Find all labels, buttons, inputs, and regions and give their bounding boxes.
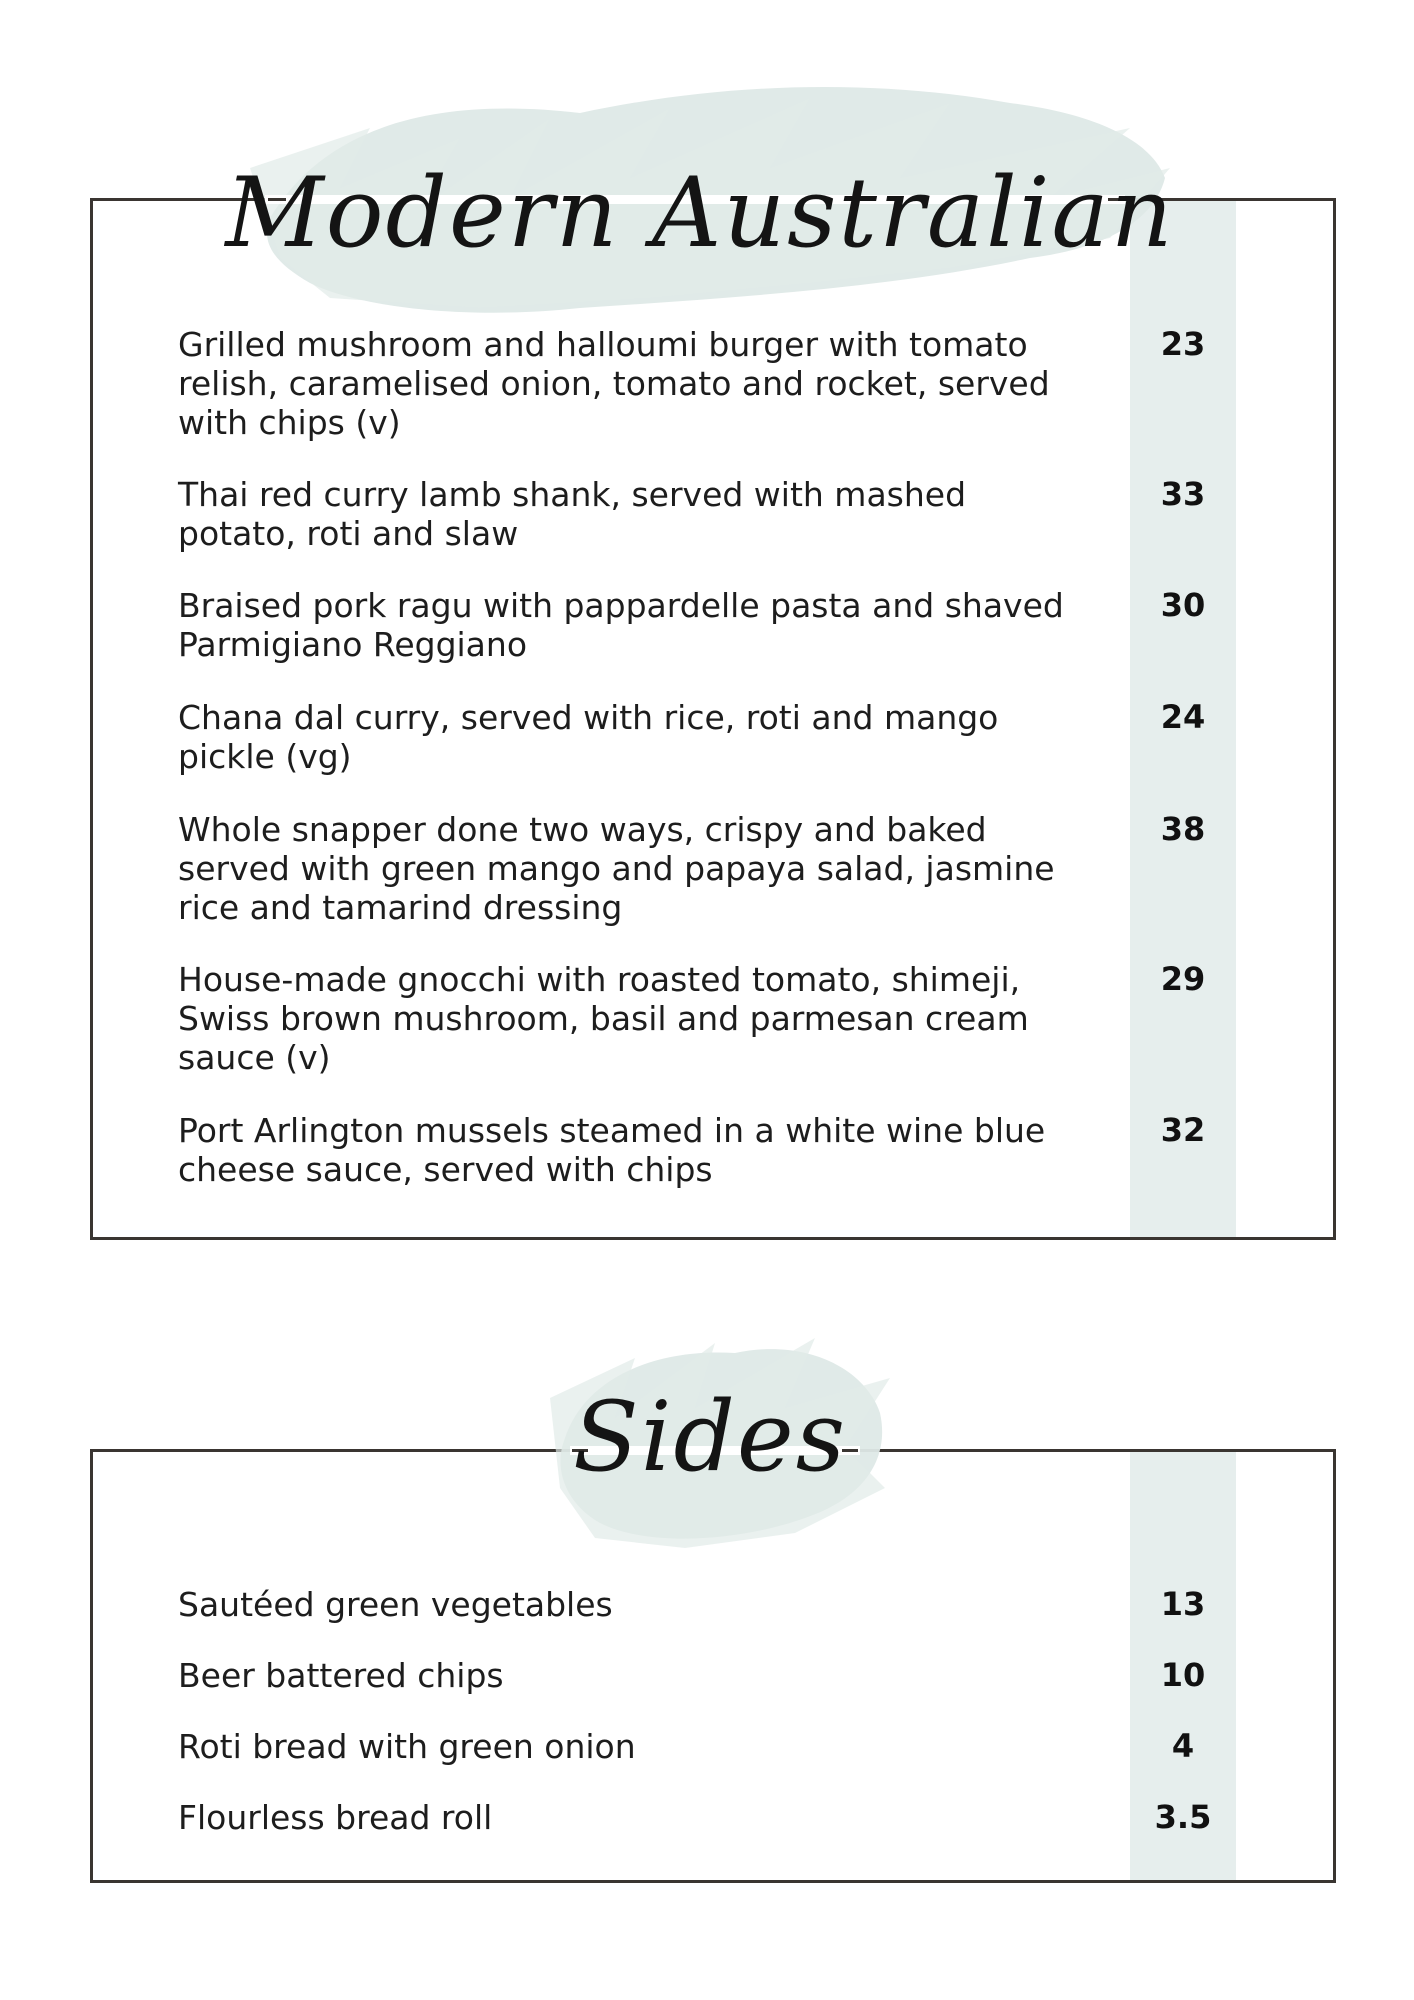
menu-item-price: 23 <box>1160 325 1206 363</box>
menu-item-price: 24 <box>1160 698 1206 736</box>
menu-item-price: 38 <box>1160 810 1206 848</box>
menu-item-name: Roti bread with green onion <box>178 1727 636 1766</box>
menu-item-name: Thai red curry lamb shank, served with mashed potato, roti and slaw <box>178 475 967 553</box>
menu-item-price: 4 <box>1171 1727 1195 1765</box>
sides-title-area <box>540 1318 880 1548</box>
menu-item-name: Braised pork ragu with pappardelle pasta and shaved Parmigiano Reggiano <box>178 586 1064 664</box>
menu-item-price: 13 <box>1160 1585 1206 1623</box>
menu-item-name: House-made gnocchi with roasted tomato, shimeji, Swiss brown mushroom, basil and parmesan cream sauce (v) <box>178 960 1029 1077</box>
menu-item-name: Sautéed green vegetables <box>178 1585 613 1624</box>
menu-item-price: 29 <box>1160 960 1206 998</box>
menu-item-price: 30 <box>1160 586 1206 624</box>
menu-item-price: 3.5 <box>1154 1798 1212 1836</box>
menu-item-name: Grilled mushroom and halloumi burger with tomato relish, caramelised onion, tomato and rocket, served with chips (v) <box>178 325 1050 442</box>
main-title-area <box>225 92 1175 322</box>
menu-item-name: Port Arlington mussels steamed in a white wine blue cheese sauce, served with chips <box>178 1111 1046 1189</box>
menu-item-name: Chana dal curry, served with rice, roti and mango pickle (vg) <box>178 698 999 776</box>
menu-item-name: Beer battered chips <box>178 1656 504 1695</box>
menu-item-name: Whole snapper done two ways, crispy and baked served with green mango and papaya salad, jasmine rice and tamarind dressing <box>178 810 1055 927</box>
menu-item-price: 33 <box>1160 475 1206 513</box>
sides-section-title: Sides <box>573 1381 847 1493</box>
main-section-title: Modern Australian <box>225 157 1175 269</box>
menu-item-name: Flourless bread roll <box>178 1798 493 1837</box>
menu-item-price: 32 <box>1160 1111 1206 1149</box>
menu-item-price: 10 <box>1160 1656 1206 1694</box>
